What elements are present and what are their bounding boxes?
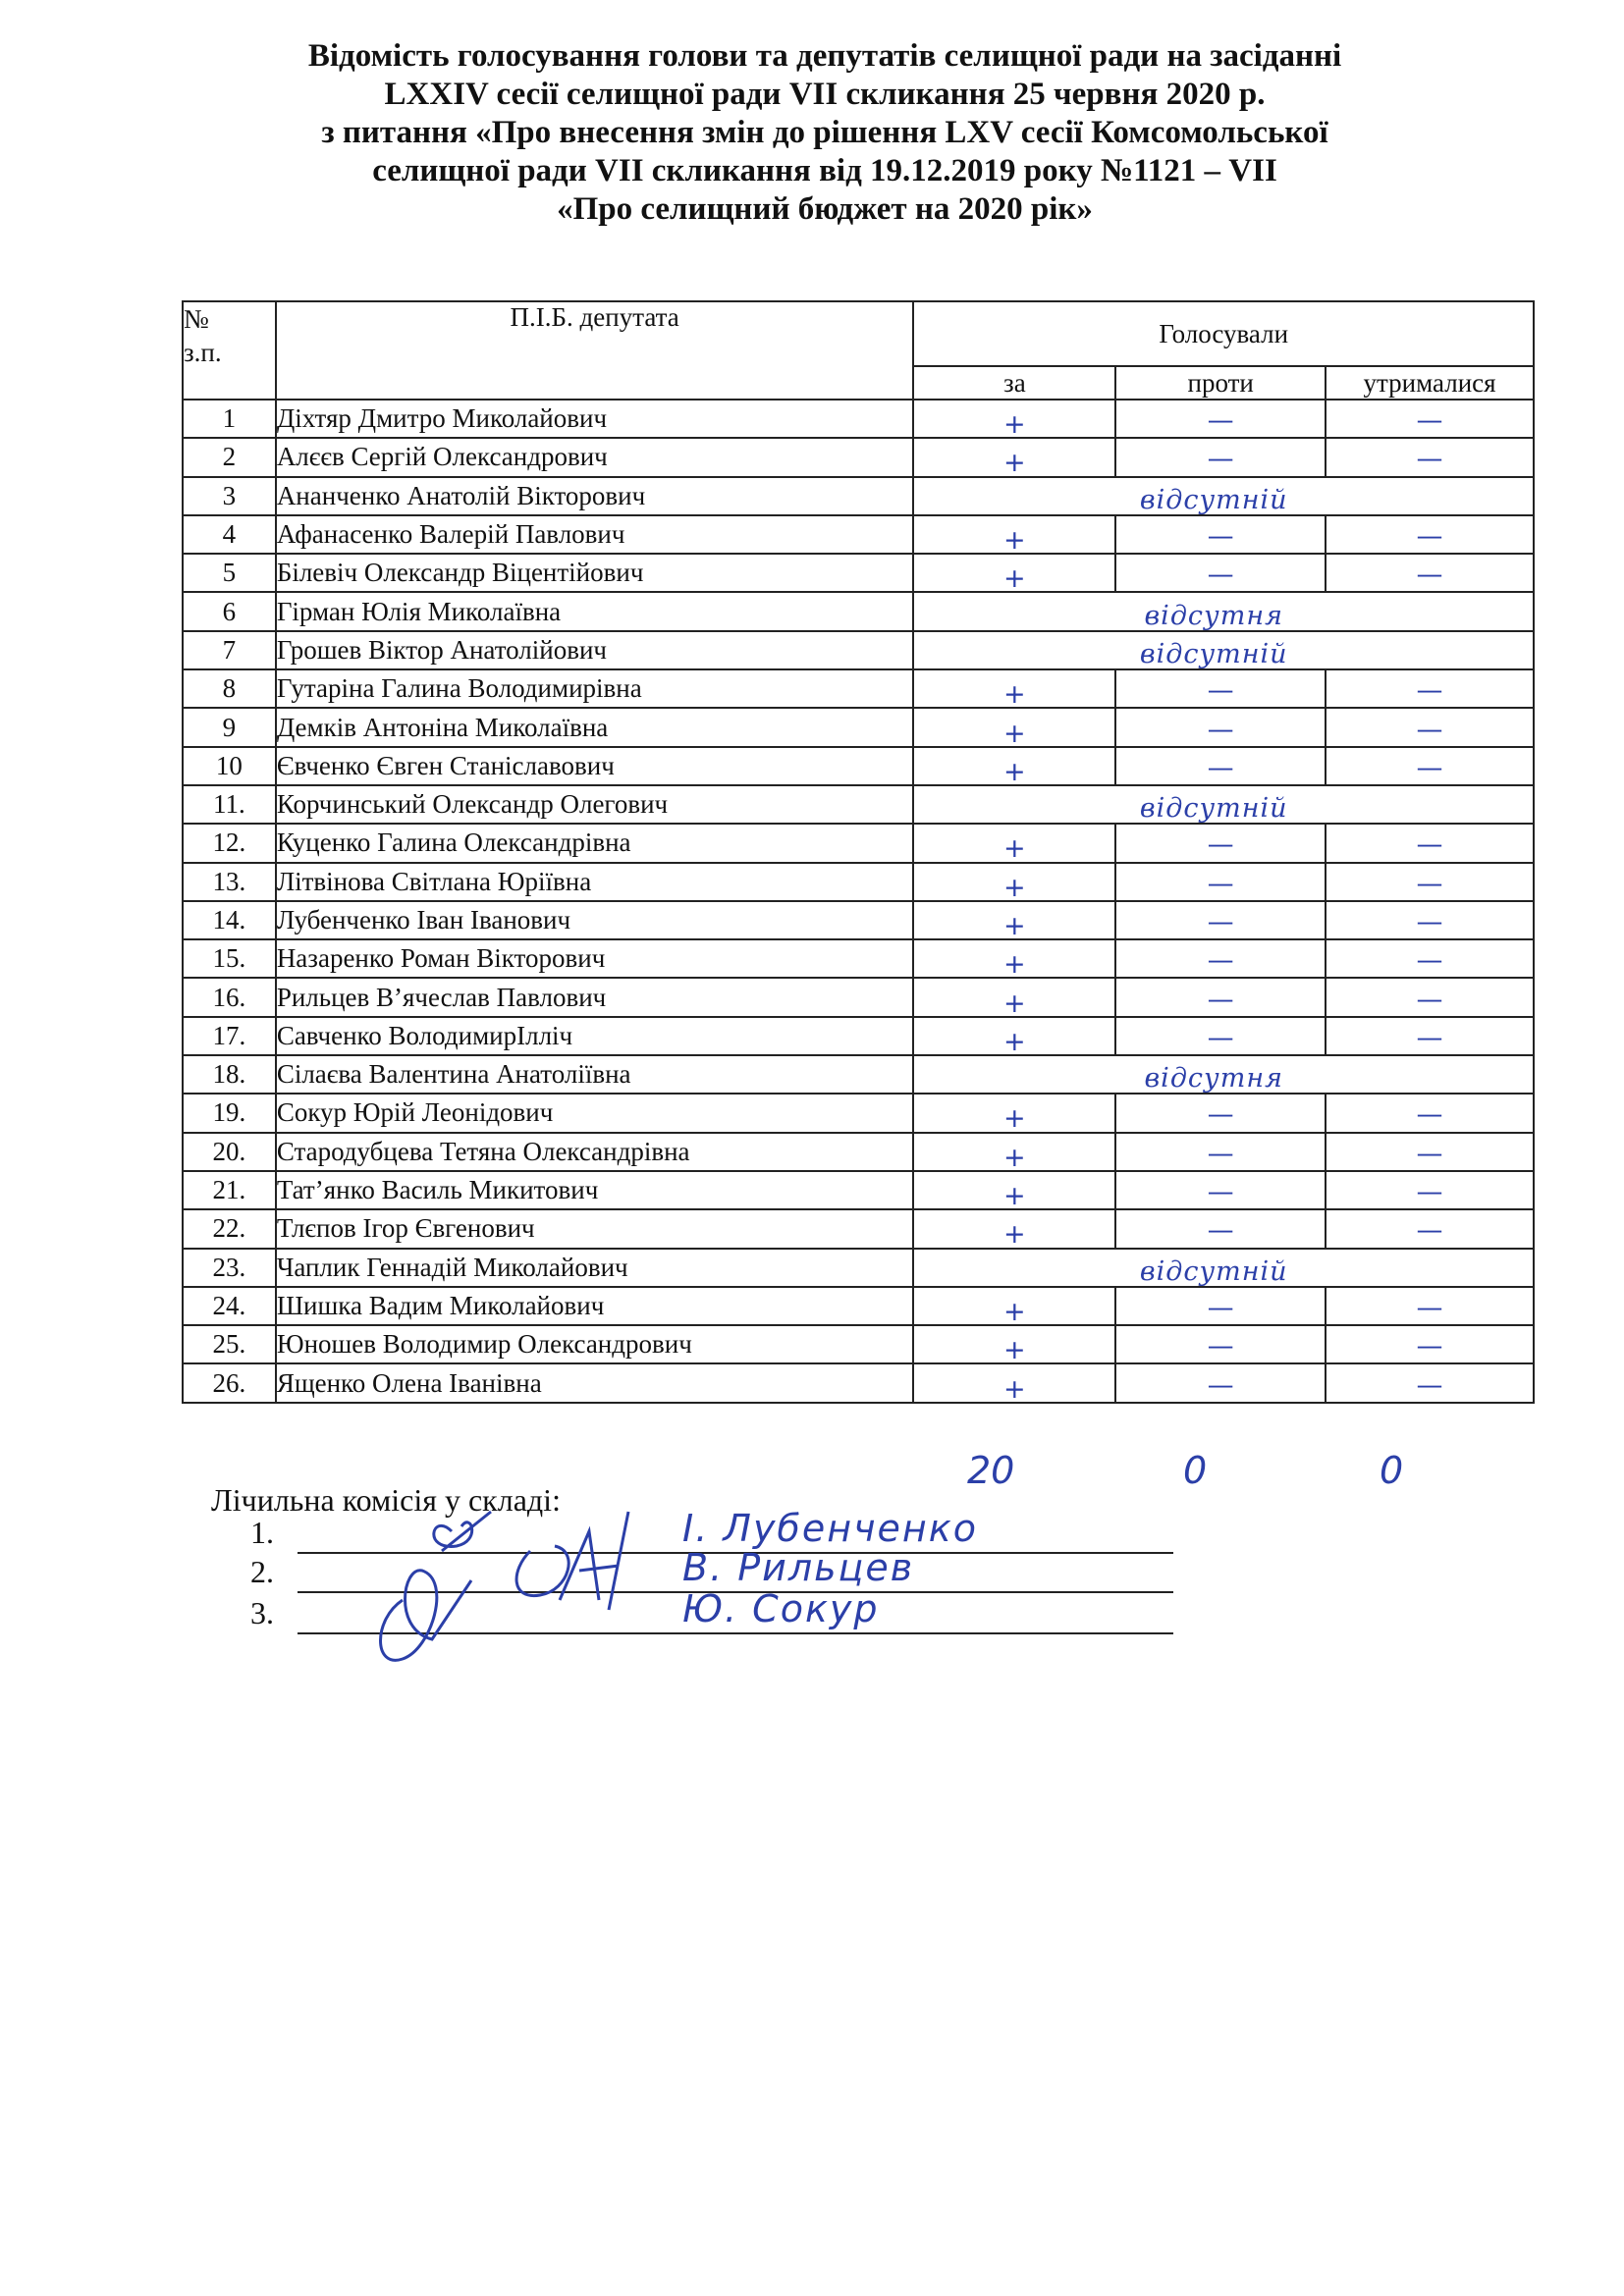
table-row — [183, 1249, 1534, 1287]
vote-against — [1115, 1133, 1326, 1171]
vote-abstain-value: — — [1416, 1138, 1443, 1169]
table-row — [183, 554, 1534, 592]
absent-mark-value: відсутня — [1144, 1063, 1283, 1095]
vote-against — [1115, 438, 1326, 476]
vote-for-value: + — [1003, 409, 1026, 441]
absent-mark-value: відсутній — [1139, 793, 1288, 825]
row-number-value: 9 — [222, 712, 237, 742]
vote-for-value: + — [1003, 1026, 1026, 1057]
vote-against-value: — — [1207, 868, 1234, 899]
row-number — [183, 785, 276, 824]
vote-abstain — [1326, 824, 1534, 862]
absent-mark-value: відсутня — [1144, 600, 1283, 631]
row-number — [183, 438, 276, 476]
vote-against-value: — — [1207, 521, 1234, 553]
vote-against-value: — — [1207, 714, 1234, 745]
deputy-name — [276, 1017, 914, 1055]
vote-abstain-value: — — [1416, 752, 1443, 783]
deputy-name — [276, 1094, 914, 1132]
deputy-name — [276, 978, 914, 1016]
table-row — [183, 669, 1534, 708]
deputy-name — [276, 1325, 914, 1363]
vote-for — [913, 901, 1115, 939]
absent-mark — [913, 477, 1534, 515]
row-number — [183, 400, 276, 438]
absent-mark — [913, 592, 1534, 630]
signature-scribbles — [363, 1492, 677, 1688]
deputy-name-value: Літвінова Світлана Юріївна — [276, 866, 592, 896]
vote-for — [913, 438, 1115, 479]
vote-for-value: + — [1003, 1103, 1026, 1135]
vote-abstain-value: — — [1416, 714, 1443, 745]
deputy-name-value: Гутаріна Галина Володимирівна — [276, 673, 642, 704]
deputy-name — [276, 477, 914, 515]
row-number-value: 14. — [212, 905, 246, 934]
vote-abstain-value: — — [1416, 907, 1443, 937]
row-number-value: 20. — [212, 1136, 246, 1166]
title-line: «Про селищний бюджет на 2020 рік» — [557, 191, 1093, 227]
vote-for — [913, 669, 1115, 711]
vote-for-value: + — [1003, 756, 1026, 787]
deputy-name-value: Тлєпов Ігор Євгенович — [276, 1213, 535, 1244]
row-number-value: 5 — [222, 558, 237, 588]
table-row — [183, 978, 1534, 1016]
deputy-name — [276, 631, 914, 669]
vote-against-value: — — [1207, 1369, 1234, 1401]
deputy-name-value: Грошев Віктор Анатолійович — [276, 634, 607, 665]
vote-against-value: — — [1207, 1177, 1234, 1208]
vote-abstain-value: — — [1416, 560, 1443, 591]
row-number-value: 18. — [212, 1059, 246, 1090]
vote-abstain-value: — — [1416, 1022, 1443, 1053]
deputy-name-value: Ананченко Анатолій Вікторович — [276, 480, 646, 510]
vote-for — [913, 978, 1115, 1019]
row-number-value: 21. — [212, 1175, 246, 1205]
vote-abstain-value: — — [1416, 1215, 1443, 1247]
row-number-value: 26. — [212, 1367, 246, 1398]
deputy-name-value: Стародубцева Тетяна Олександрівна — [276, 1136, 690, 1166]
row-number-value: 15. — [212, 943, 246, 974]
vote-against — [1115, 400, 1326, 438]
vote-for — [913, 1094, 1115, 1135]
absent-mark — [913, 1249, 1534, 1287]
vote-abstain — [1326, 438, 1534, 476]
deputy-name — [276, 669, 914, 708]
absent-mark — [913, 1055, 1534, 1094]
table-row — [183, 939, 1534, 978]
member-number: 1. — [250, 1515, 274, 1550]
vote-for-value: + — [1003, 718, 1026, 749]
vote-against — [1115, 1209, 1326, 1248]
deputy-name-value: Діхтяр Дмитро Миколайович — [276, 403, 608, 434]
deputy-name — [276, 1287, 914, 1325]
member-number: 2. — [250, 1554, 274, 1589]
row-number — [183, 939, 276, 978]
deputy-name — [276, 438, 914, 476]
total-abstain: 0 — [1380, 1449, 1404, 1492]
row-number-value: 23. — [212, 1252, 246, 1282]
deputy-name-value: Савченко ВолодимирІлліч — [276, 1020, 573, 1050]
table-row — [183, 1287, 1534, 1325]
vote-against-value: — — [1207, 1331, 1234, 1362]
vote-for — [913, 515, 1115, 557]
vote-abstain — [1326, 1209, 1534, 1248]
vote-against — [1115, 939, 1326, 978]
vote-abstain-value: — — [1416, 405, 1443, 437]
row-number-value: 12. — [212, 828, 246, 858]
vote-for-value: + — [1003, 949, 1026, 981]
vote-against — [1115, 1171, 1326, 1209]
deputy-name — [276, 1171, 914, 1209]
vote-against-value: — — [1207, 829, 1234, 861]
table-row — [183, 901, 1534, 939]
vote-abstain-value: — — [1416, 444, 1443, 475]
row-number — [183, 708, 276, 746]
vote-for — [913, 1325, 1115, 1366]
vote-against — [1115, 747, 1326, 785]
row-number — [183, 477, 276, 515]
vote-for — [913, 400, 1115, 441]
row-number — [183, 631, 276, 669]
vote-for — [913, 1017, 1115, 1055]
row-number — [183, 1209, 276, 1248]
member-handwritten-name: В. Рильцев — [682, 1546, 915, 1589]
deputy-name-value: Євченко Євген Станіславович — [276, 750, 615, 780]
deputy-name — [276, 592, 914, 630]
header-number — [183, 301, 276, 400]
voting-rows — [183, 400, 1534, 1403]
deputy-name-value: Корчинський Олександр Олегович — [276, 789, 669, 820]
commission-title: Лічильна комісія у складі: — [211, 1482, 561, 1518]
deputy-name — [276, 708, 914, 746]
vote-against — [1115, 1363, 1326, 1402]
row-number-value: 24. — [212, 1290, 246, 1320]
vote-for-value: + — [1003, 448, 1026, 479]
deputy-name-value: Сокур Юрій Леонідович — [276, 1097, 554, 1128]
vote-against — [1115, 708, 1326, 746]
deputy-name — [276, 1209, 914, 1248]
vote-abstain-value: — — [1416, 521, 1443, 553]
vote-abstain-value: — — [1416, 868, 1443, 899]
row-number-value: 19. — [212, 1097, 246, 1128]
vote-abstain-value: — — [1416, 1369, 1443, 1401]
total-against: 0 — [1183, 1449, 1208, 1492]
row-number — [183, 554, 276, 592]
vote-against — [1115, 1094, 1326, 1132]
vote-abstain — [1326, 1133, 1534, 1171]
vote-abstain-value: — — [1416, 945, 1443, 977]
table-row — [183, 1094, 1534, 1132]
vote-abstain-value: — — [1416, 1292, 1443, 1323]
row-number-value: 6 — [222, 596, 237, 626]
table-row — [183, 438, 1534, 476]
vote-for — [913, 708, 1115, 749]
deputy-name-value: Лубенченко Іван Іванович — [276, 905, 571, 934]
row-number — [183, 901, 276, 939]
vote-for — [913, 554, 1115, 595]
vote-against — [1115, 824, 1326, 862]
row-number — [183, 978, 276, 1016]
vote-against — [1115, 1017, 1326, 1055]
vote-for-value: + — [1003, 833, 1026, 865]
row-number — [183, 1055, 276, 1094]
vote-against-value: — — [1207, 752, 1234, 783]
row-number — [183, 863, 276, 901]
vote-for — [913, 1363, 1115, 1405]
header-against: проти — [1115, 366, 1326, 400]
vote-for — [913, 1133, 1115, 1171]
header-abstain: утрималися — [1326, 366, 1534, 400]
vote-abstain — [1326, 978, 1534, 1016]
title-line: з питання «Про внесення змін до рішення LXV сесії Комсомольської — [321, 115, 1328, 150]
voting-table — [182, 300, 1535, 1404]
vote-against — [1115, 863, 1326, 901]
table-row — [183, 1017, 1534, 1055]
vote-for — [913, 1209, 1115, 1251]
vote-against — [1115, 978, 1326, 1016]
header-number-symbol: № — [184, 304, 209, 334]
deputy-name — [276, 785, 914, 824]
vote-abstain — [1326, 1287, 1534, 1325]
absent-mark — [913, 785, 1534, 824]
member-number: 3. — [250, 1595, 274, 1630]
table-row — [183, 477, 1534, 515]
deputy-name-value: Ященко Олена Іванівна — [276, 1367, 542, 1398]
row-number-value: 8 — [222, 673, 237, 704]
header-number-abbr: з.п. — [184, 338, 222, 367]
vote-abstain — [1326, 669, 1534, 708]
vote-abstain — [1326, 863, 1534, 901]
deputy-name-value: Назаренко Роман Вікторович — [276, 943, 606, 974]
row-number — [183, 1249, 276, 1287]
table-row — [183, 515, 1534, 554]
deputy-name-value: Сілаєва Валентина Анатоліївна — [276, 1059, 631, 1090]
vote-against — [1115, 669, 1326, 708]
vote-against-value: — — [1207, 1292, 1234, 1323]
vote-abstain-value: — — [1416, 984, 1443, 1015]
vote-abstain — [1326, 400, 1534, 438]
row-number-value: 1 — [222, 403, 237, 434]
vote-for — [913, 863, 1115, 901]
row-number-value: 10 — [215, 750, 243, 780]
absent-mark — [913, 631, 1534, 669]
deputy-name-value: Куценко Галина Олександрівна — [276, 828, 631, 858]
row-number-value: 3 — [222, 480, 237, 510]
table-row — [183, 824, 1534, 862]
vote-for-value: + — [1003, 525, 1026, 557]
deputy-name-value: Афанасенко Валерій Павлович — [276, 519, 625, 550]
vote-abstain-value: — — [1416, 1331, 1443, 1362]
vote-abstain — [1326, 1094, 1534, 1132]
row-number-value: 11. — [213, 789, 245, 820]
table-row — [183, 785, 1534, 824]
vote-for-value: + — [1003, 1219, 1026, 1251]
row-number — [183, 515, 276, 554]
row-number — [183, 1287, 276, 1325]
title-line: Відомість голосування голови та депутатів селищної ради на засіданні — [307, 38, 1342, 74]
vote-abstain — [1326, 515, 1534, 554]
vote-for-value: + — [1003, 1335, 1026, 1366]
vote-for — [913, 1171, 1115, 1212]
deputy-name — [276, 939, 914, 978]
vote-abstain — [1326, 1017, 1534, 1055]
vote-against-value: — — [1207, 675, 1234, 707]
table-row — [183, 592, 1534, 630]
vote-for — [913, 1287, 1115, 1325]
vote-for-value: + — [1003, 1373, 1026, 1405]
vote-abstain-value: — — [1416, 1177, 1443, 1208]
row-number — [183, 747, 276, 785]
vote-abstain-value: — — [1416, 675, 1443, 707]
table-row — [183, 1325, 1534, 1363]
vote-abstain — [1326, 747, 1534, 785]
title-line: LXXIV сесії селищної ради VII скликання 25 червня 2020 р. — [384, 77, 1266, 112]
deputy-name — [276, 824, 914, 862]
vote-for-value: + — [1003, 1181, 1026, 1212]
deputy-name-value: Алєєв Сергій Олександрович — [276, 442, 608, 472]
vote-for-value: + — [1003, 1296, 1026, 1327]
absent-mark-value: відсутній — [1139, 1255, 1288, 1287]
table-row — [183, 708, 1534, 746]
vote-abstain — [1326, 708, 1534, 746]
vote-for-value: + — [1003, 988, 1026, 1019]
table-row — [183, 631, 1534, 669]
deputy-name-value: Демків Антоніна Миколаївна — [276, 712, 609, 742]
deputy-name-value: Рильцев В’ячеслав Павлович — [276, 982, 607, 1012]
vote-for — [913, 824, 1115, 865]
vote-against — [1115, 1287, 1326, 1325]
vote-against-value: — — [1207, 1215, 1234, 1247]
deputy-name-value: Юношев Володимир Олександрович — [276, 1329, 692, 1360]
row-number — [183, 1017, 276, 1055]
deputy-name-value: Тат’янко Василь Микитович — [276, 1175, 599, 1205]
vote-against — [1115, 901, 1326, 939]
vote-abstain — [1326, 554, 1534, 592]
row-number — [183, 1363, 276, 1402]
vote-against-value: — — [1207, 560, 1234, 591]
vote-for-value: + — [1003, 563, 1026, 595]
row-number — [183, 1094, 276, 1132]
header-voted: Голосували — [913, 301, 1534, 366]
vote-abstain-value: — — [1416, 1099, 1443, 1131]
deputy-name — [276, 901, 914, 939]
absent-mark-value: відсутній — [1139, 484, 1288, 515]
table-row — [183, 1171, 1534, 1209]
vote-against-value: — — [1207, 1099, 1234, 1131]
table-row — [183, 400, 1534, 438]
vote-for — [913, 747, 1115, 785]
vote-against-value: — — [1207, 984, 1234, 1015]
vote-for-value: + — [1003, 679, 1026, 711]
deputy-name — [276, 1133, 914, 1171]
row-number — [183, 669, 276, 708]
document-title — [187, 37, 1463, 229]
row-number-value: 2 — [222, 442, 237, 472]
row-number-value: 13. — [212, 866, 246, 896]
deputy-name-value: Білевіч Олександр Віцентійович — [276, 558, 644, 588]
deputy-name — [276, 1363, 914, 1402]
row-number-value: 4 — [222, 519, 237, 550]
row-number — [183, 592, 276, 630]
vote-for-value: + — [1003, 911, 1026, 941]
title-line: селищної ради VII скликання від 19.12.2019 року №1121 – VII — [372, 153, 1277, 188]
vote-against-value: — — [1207, 444, 1234, 475]
row-number-value: 25. — [212, 1329, 246, 1360]
deputy-name — [276, 515, 914, 554]
vote-against-value: — — [1207, 907, 1234, 937]
vote-against — [1115, 515, 1326, 554]
vote-abstain-value: — — [1416, 829, 1443, 861]
member-handwritten-name: Ю. Сокур — [682, 1587, 880, 1630]
deputy-name-value: Шишка Вадим Миколайович — [276, 1290, 605, 1320]
vote-abstain — [1326, 1325, 1534, 1363]
vote-abstain — [1326, 1171, 1534, 1209]
vote-for-value: + — [1003, 1142, 1026, 1173]
vote-abstain — [1326, 901, 1534, 939]
vote-against — [1115, 1325, 1326, 1363]
deputy-name — [276, 1249, 914, 1287]
deputy-name — [276, 747, 914, 785]
row-number-value: 7 — [222, 634, 237, 665]
absent-mark-value: відсутній — [1139, 638, 1288, 669]
table-row — [183, 1055, 1534, 1094]
vote-against — [1115, 554, 1326, 592]
row-number — [183, 1133, 276, 1171]
table-row — [183, 863, 1534, 901]
row-number — [183, 824, 276, 862]
deputy-name-value: Гірман Юлія Миколаївна — [276, 596, 562, 626]
deputy-name — [276, 1055, 914, 1094]
vote-against-value: — — [1207, 405, 1234, 437]
row-number-value: 17. — [212, 1020, 246, 1050]
vote-abstain — [1326, 939, 1534, 978]
row-number — [183, 1171, 276, 1209]
table-row — [183, 1209, 1534, 1248]
deputy-name — [276, 554, 914, 592]
row-number-value: 22. — [212, 1213, 246, 1244]
row-number-value: 16. — [212, 982, 246, 1012]
header-for: за — [913, 366, 1115, 400]
row-number — [183, 1325, 276, 1363]
member-handwritten-name: І. Лубенченко — [682, 1507, 978, 1550]
vote-for — [913, 939, 1115, 981]
total-for: 20 — [967, 1449, 1015, 1492]
vote-abstain — [1326, 1363, 1534, 1402]
deputy-name — [276, 400, 914, 438]
table-row — [183, 1363, 1534, 1402]
table-row — [183, 1133, 1534, 1171]
deputy-name-value: Чаплик Геннадій Миколайович — [276, 1252, 628, 1282]
table-row — [183, 747, 1534, 785]
deputy-name — [276, 863, 914, 901]
header-name: П.І.Б. депутата — [276, 301, 914, 400]
vote-against-value: — — [1207, 945, 1234, 977]
vote-against-value: — — [1207, 1138, 1234, 1169]
vote-against-value: — — [1207, 1022, 1234, 1053]
vote-for-value: + — [1003, 872, 1026, 903]
